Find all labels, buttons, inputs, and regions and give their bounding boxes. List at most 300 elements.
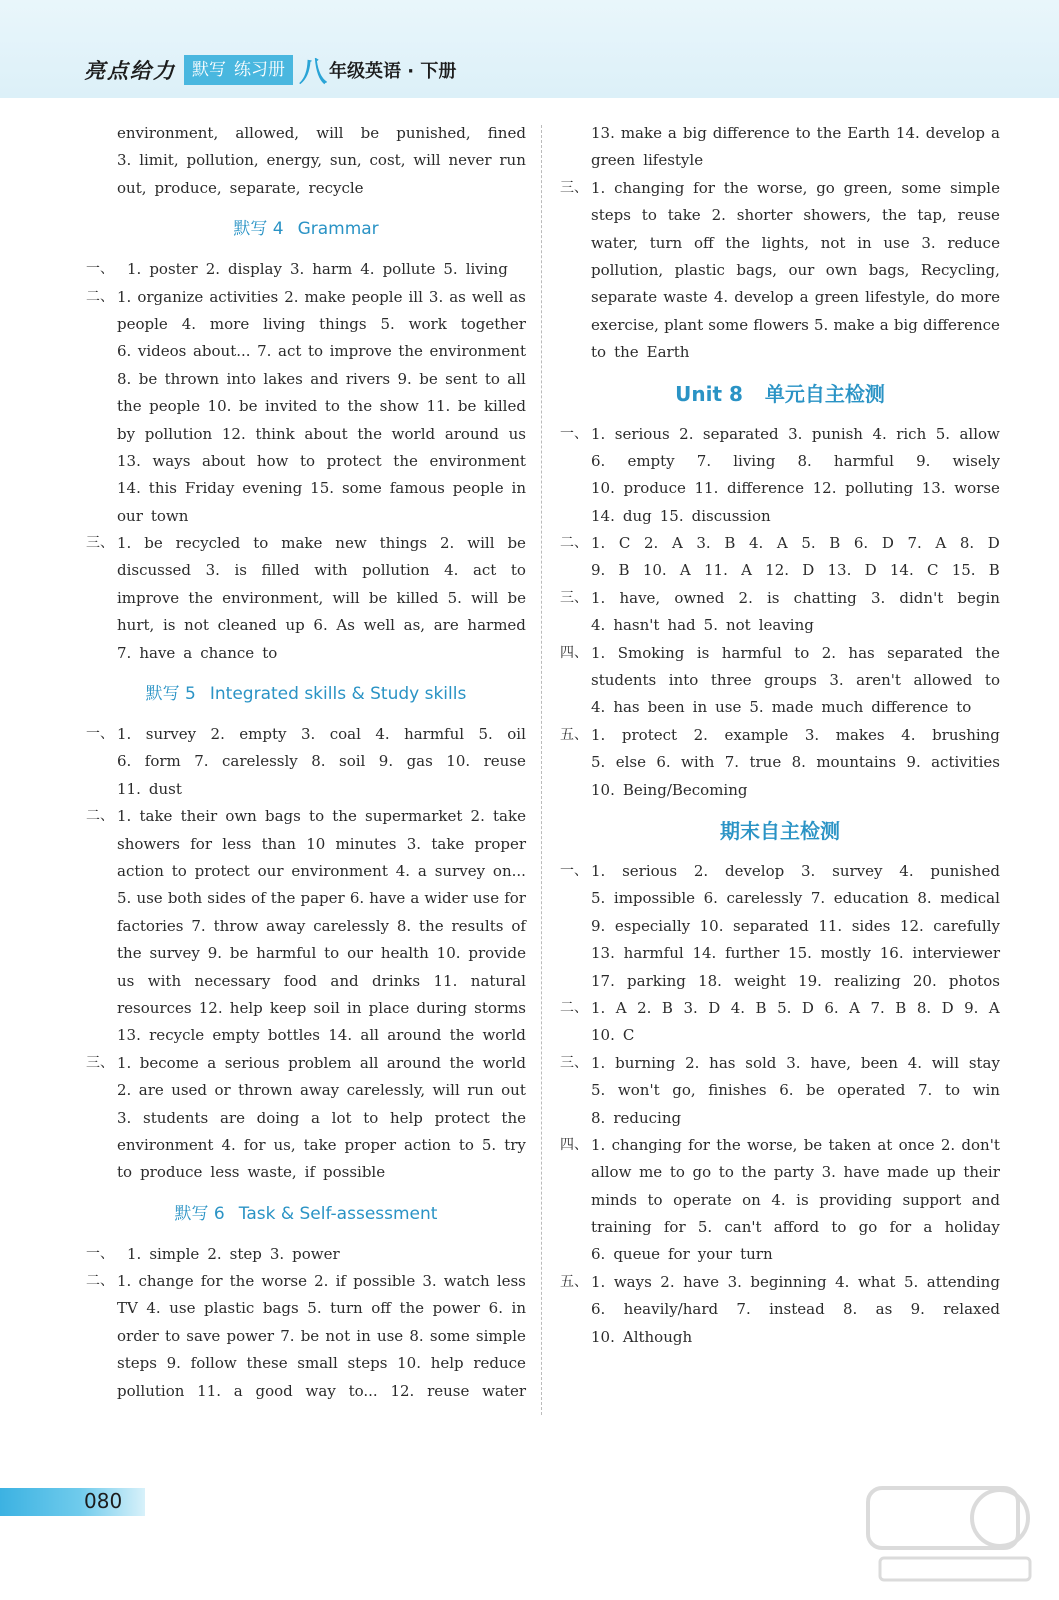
answer-word: A <box>671 534 683 553</box>
answer-line <box>86 284 526 311</box>
answer-word: about <box>201 451 246 470</box>
answer-word: 6. <box>591 451 606 470</box>
answer-line <box>86 175 526 202</box>
answer-text <box>117 885 526 912</box>
answer-word: reduce <box>947 233 1000 252</box>
answer-word: turn <box>740 1245 773 1264</box>
section-heading <box>86 667 526 721</box>
answer-word: 1. <box>591 1053 606 1072</box>
answer-word: B <box>988 561 1000 580</box>
answer-word: well <box>363 616 395 635</box>
answer-word: 14. <box>895 124 920 142</box>
question-group-marker: 一、 <box>86 726 114 743</box>
answer-word: to <box>324 944 340 963</box>
answer-word: carelessly <box>313 916 389 935</box>
answer-word: the <box>270 889 296 908</box>
answer-word: waste <box>663 288 708 307</box>
answer-line <box>86 1105 526 1132</box>
answer-line <box>86 147 526 174</box>
answer-word: 1. <box>591 725 606 744</box>
answer-word: operate <box>673 1190 732 1209</box>
answer-word: burning <box>615 1053 676 1072</box>
answer-word: a <box>207 1053 217 1072</box>
answer-line <box>86 612 526 639</box>
answer-word: produce <box>140 1163 203 1182</box>
answer-word: changing <box>614 178 685 197</box>
answer-word: think <box>255 424 295 443</box>
answer-word: 8. <box>797 451 812 470</box>
answer-word: 2. <box>660 1272 675 1291</box>
answer-word: have, <box>619 588 661 607</box>
answer-word: invited <box>265 397 318 416</box>
answer-line <box>86 503 526 530</box>
answer-word: the <box>332 807 357 826</box>
answer-word: poster <box>149 260 198 279</box>
answer-word: some <box>429 1326 470 1345</box>
answer-text <box>117 448 526 475</box>
answer-word: watch <box>443 1272 490 1291</box>
answer-word: dug <box>622 506 652 525</box>
answer-word: together <box>460 314 526 333</box>
answer-word: for <box>243 1135 266 1154</box>
answer-word: harmful <box>721 643 782 662</box>
answer-word: of <box>251 889 266 908</box>
answer-word: simple <box>475 1326 526 1345</box>
answer-word: filled <box>261 561 300 580</box>
answer-word: A <box>988 998 1000 1017</box>
answer-word: 3. <box>428 287 444 306</box>
answer-word: A <box>615 998 627 1017</box>
answer-word: 7. <box>696 451 712 470</box>
answer-word: factories <box>117 916 184 935</box>
answer-text <box>591 995 1000 1022</box>
answer-word: pollution <box>117 1381 185 1400</box>
answer-word: do <box>935 288 955 307</box>
answer-text <box>591 1105 1000 1132</box>
answer-word: 2. <box>284 287 299 306</box>
answer-word: attending <box>926 1272 1000 1291</box>
answer-word: in <box>347 998 362 1017</box>
answer-word: chance <box>200 643 255 662</box>
answer-word: in <box>857 233 872 252</box>
answer-word: TV <box>117 1299 138 1318</box>
answer-word: 2. <box>693 861 709 880</box>
answer-word: keep <box>269 998 307 1017</box>
answer-word: own <box>225 807 257 826</box>
answer-word: a <box>667 124 677 142</box>
answer-word: storms <box>474 998 526 1017</box>
answer-word: separated <box>887 643 963 662</box>
answer-word: coal <box>329 725 361 744</box>
answer-word: 14. <box>117 479 141 498</box>
answer-word: be <box>507 534 526 553</box>
answer-word: 13. <box>921 479 946 498</box>
answer-word: 1. <box>591 1272 606 1291</box>
answer-word: 10. <box>591 1327 615 1346</box>
answer-word: less <box>496 1272 526 1291</box>
answer-word: develop <box>734 288 794 307</box>
answer-word: 8. <box>917 889 932 908</box>
answer-word: 11. <box>197 1381 222 1400</box>
answer-word: to <box>262 643 278 662</box>
answer-word: 14. <box>328 1026 353 1045</box>
answer-text <box>591 1077 1000 1104</box>
answer-word: soil <box>313 998 340 1017</box>
answer-word: 8. <box>916 998 932 1017</box>
answer-text <box>591 777 1000 804</box>
answer-word: 6. <box>349 889 365 908</box>
answer-word: difference <box>871 698 949 717</box>
answer-word: 2. <box>738 588 753 607</box>
answer-word: 1. <box>591 998 606 1017</box>
answer-line <box>560 230 1000 257</box>
answer-word: 3. <box>289 260 305 279</box>
answer-word: ill <box>408 287 423 306</box>
answer-word: the <box>347 397 373 416</box>
answer-word: throw <box>213 916 259 935</box>
answer-word: away <box>299 1081 340 1100</box>
answer-text <box>117 284 526 311</box>
answer-text <box>591 1187 1000 1214</box>
answer-text <box>591 940 1000 967</box>
answer-word: 12. <box>221 424 246 443</box>
answer-word: action <box>403 1135 451 1154</box>
answer-word: evening <box>242 479 303 498</box>
answer-word: to <box>718 1163 734 1182</box>
answer-word: cost, <box>369 151 406 170</box>
answer-word: has <box>848 643 875 662</box>
answer-word: harmful <box>404 725 465 744</box>
answer-word: protect <box>194 861 250 880</box>
answer-word: discussion <box>691 506 771 525</box>
answer-word: worse, <box>757 178 808 197</box>
answer-word: discussed <box>117 561 192 580</box>
answer-word: a <box>417 861 427 880</box>
answer-word: green, <box>843 178 893 197</box>
answer-word: be <box>803 1135 823 1154</box>
answer-line <box>86 1159 526 1186</box>
answer-word: food <box>283 971 317 990</box>
answer-word: Earth <box>646 343 690 362</box>
answer-word: the <box>398 342 423 361</box>
answer-word: pollute <box>382 260 436 279</box>
answer-word: me <box>639 1163 663 1182</box>
answer-word: D <box>802 561 815 580</box>
answer-word: 18. <box>698 971 722 990</box>
answer-line <box>86 995 526 1022</box>
answer-word: ways <box>152 451 191 470</box>
answer-word: showers, <box>803 206 872 225</box>
answer-word: go <box>858 1218 878 1237</box>
answer-word: 2. <box>940 1135 956 1154</box>
answer-word: students <box>591 671 657 690</box>
answer-word: killed <box>483 397 526 416</box>
answer-word: use <box>376 1326 404 1345</box>
answer-word: protect <box>326 451 382 470</box>
answer-word: 7. <box>724 753 740 772</box>
answer-word: some <box>341 479 382 498</box>
answer-word: showers <box>117 834 180 853</box>
answer-word: 2. <box>637 998 652 1017</box>
answer-word: 3. <box>406 834 422 853</box>
answer-word: 3. <box>683 998 698 1017</box>
answer-word: to <box>647 1190 663 1209</box>
answer-word: the <box>816 124 842 142</box>
answer-word: away <box>266 916 306 935</box>
answer-word: to <box>253 534 269 553</box>
section-title: Task & Self-assessment <box>238 1203 438 1224</box>
answer-word: 7. <box>736 1300 751 1319</box>
answer-word: 6. <box>591 1300 606 1319</box>
answer-word: 9. <box>906 753 921 772</box>
answer-word: much <box>821 698 864 717</box>
answer-word: 6. <box>853 534 869 553</box>
column-divider <box>541 125 542 1415</box>
answer-word: true <box>749 753 782 772</box>
answer-word: protect <box>434 1108 490 1127</box>
answer-text <box>591 1324 1000 1351</box>
answer-line <box>86 338 526 365</box>
answer-word: power <box>432 1299 481 1318</box>
question-group-marker: 一、 <box>86 261 114 278</box>
answer-word: harm <box>312 260 353 279</box>
answer-word: Although <box>622 1327 693 1346</box>
header-title-row <box>84 54 456 86</box>
answer-word: 3. <box>117 151 132 170</box>
answer-word: killed <box>396 588 439 607</box>
answer-word: worse <box>954 479 1000 498</box>
answer-word: pollution <box>144 424 213 443</box>
answer-word: makes <box>835 725 885 744</box>
left-answer-column <box>86 120 526 1405</box>
answer-word: proper <box>474 834 526 853</box>
answer-word: survey <box>434 861 486 880</box>
answer-word: 11. <box>426 397 451 416</box>
answer-word: off <box>371 1299 391 1318</box>
answer-text <box>591 885 1000 912</box>
answer-word: make <box>833 315 875 334</box>
answer-word: punish <box>811 424 863 443</box>
answer-word: for <box>688 1135 710 1154</box>
question-group-marker: 三、 <box>86 535 114 552</box>
answer-word: and <box>971 1190 1000 1209</box>
answer-word: your <box>697 1245 733 1264</box>
answer-text <box>117 1105 526 1132</box>
answer-word: have <box>139 643 176 662</box>
answer-word: out, <box>117 178 147 197</box>
answer-word: and <box>330 971 359 990</box>
answer-word: 4. <box>146 1299 161 1318</box>
answer-word: 8. <box>843 1300 858 1319</box>
answer-word: polluting <box>845 479 914 498</box>
answer-word: allowed, <box>235 124 300 142</box>
answer-word: 8. <box>311 752 326 771</box>
answer-word: own <box>825 260 858 279</box>
section-title: Integrated skills & Study skills <box>209 684 467 705</box>
answer-word: 12. <box>812 479 837 498</box>
answer-word: a <box>799 288 809 307</box>
answer-word: 7. <box>810 889 826 908</box>
answer-word: made <box>771 698 814 717</box>
answer-word: to <box>591 343 607 362</box>
answer-line <box>560 1187 1000 1214</box>
answer-word: have <box>369 889 406 908</box>
answer-line <box>560 858 1000 885</box>
answer-word: D <box>987 534 1000 553</box>
answer-word: the <box>188 588 213 607</box>
answer-word: 10. <box>207 397 232 416</box>
answer-text <box>117 120 526 147</box>
answer-line <box>86 311 526 338</box>
answer-word: pollution <box>362 561 430 580</box>
answer-word: didn't <box>899 588 944 607</box>
question-group-marker: 二、 <box>560 535 588 552</box>
answer-word: tap, <box>917 206 947 225</box>
answer-word: punished, <box>396 124 471 142</box>
answer-word: 5. <box>478 725 493 744</box>
answer-line <box>560 694 1000 721</box>
answer-word: 3. <box>921 233 936 252</box>
answer-word: are <box>219 1108 245 1127</box>
answer-word: 3. <box>205 561 220 580</box>
answer-word: 14. <box>889 561 914 580</box>
answer-word: has <box>709 1053 736 1072</box>
answer-word: 1. <box>591 534 606 553</box>
answer-word: natural <box>470 971 526 990</box>
answer-word: into <box>226 369 256 388</box>
page-number-bar <box>0 1488 145 1516</box>
watermark-logo-icon <box>860 1478 1040 1588</box>
answer-word: become <box>139 1053 199 1072</box>
question-group-marker: 二、 <box>86 1273 114 1290</box>
answer-text <box>591 230 1000 257</box>
answer-word: 6. <box>824 998 839 1017</box>
answer-word: us <box>117 971 135 990</box>
answer-text <box>591 339 1000 366</box>
answer-word: doing <box>256 1108 300 1127</box>
answer-word: use <box>169 1299 196 1318</box>
answer-word: 7. <box>918 1081 933 1100</box>
answer-text <box>117 803 526 830</box>
answer-word: medical <box>940 889 1000 908</box>
answer-word: 9. <box>207 944 222 963</box>
answer-word: taken <box>828 1135 872 1154</box>
answer-word: be <box>507 588 526 607</box>
grade-number: 八 <box>299 55 328 88</box>
answer-word: the <box>881 206 907 225</box>
answer-word: 2. <box>711 206 726 225</box>
answer-text <box>591 612 1000 639</box>
answer-word: B <box>661 998 673 1017</box>
answer-word: take <box>667 206 701 225</box>
answer-word: waste, <box>247 1163 297 1182</box>
answer-text <box>117 366 526 393</box>
answer-word: 20. <box>912 971 937 990</box>
answer-word: B <box>618 561 630 580</box>
answer-word: small <box>297 1354 338 1373</box>
answer-word: 10. <box>436 944 461 963</box>
answer-word: 16. <box>879 944 904 963</box>
answer-text <box>117 557 526 584</box>
answer-text <box>117 421 526 448</box>
answer-word: 5. <box>591 753 606 772</box>
book-title: 年级英语 · 下册 <box>329 61 457 82</box>
answer-word: living <box>733 451 776 470</box>
answer-text <box>591 694 1000 721</box>
answer-word: power <box>292 1244 340 1263</box>
answer-line <box>560 968 1000 995</box>
answer-word: with <box>681 753 715 772</box>
answer-word: 1. <box>127 260 142 279</box>
answer-word: to <box>299 451 315 470</box>
answer-text <box>117 1323 526 1350</box>
answer-word: Smoking <box>617 643 685 662</box>
answer-word: will <box>931 1053 960 1072</box>
answer-word: serious <box>622 861 678 880</box>
answer-word: reuse <box>427 1381 470 1400</box>
answer-word: finishes <box>708 1081 767 1100</box>
answer-word: 12. <box>390 1381 415 1400</box>
answer-text <box>117 338 526 365</box>
answer-text <box>591 120 1000 147</box>
answer-word: had <box>667 616 696 635</box>
answer-word: 3. <box>804 725 820 744</box>
answer-word: 1. <box>117 287 132 306</box>
answer-word: 1. <box>117 725 132 744</box>
answer-word: 4. <box>713 288 729 307</box>
answer-word: people <box>149 397 200 416</box>
answer-word: around <box>386 1053 441 1072</box>
answer-word: people <box>117 314 168 333</box>
answer-word: 3. <box>727 1272 742 1291</box>
answer-word: the <box>229 1272 255 1291</box>
answer-word: lot <box>331 1108 352 1127</box>
answer-word: pollution, <box>186 151 259 170</box>
answer-line <box>86 1132 526 1159</box>
answer-word: famous <box>389 479 445 498</box>
answer-word: good <box>255 1381 293 1400</box>
answer-word: to <box>171 861 187 880</box>
answer-line <box>86 585 526 612</box>
answer-text <box>591 1132 1000 1159</box>
answer-word: 5. <box>801 534 816 553</box>
answer-word: in <box>511 1299 526 1318</box>
answer-word: 9. <box>591 561 606 580</box>
answer-word: is <box>234 561 247 580</box>
series-tag-part-2: 练习册 <box>234 60 285 80</box>
answer-word: 5. <box>749 698 764 717</box>
answer-word: minutes <box>335 834 397 853</box>
answer-word: about <box>304 424 348 443</box>
answer-word: in <box>356 1326 371 1345</box>
answer-word: our <box>257 861 284 880</box>
brand-name: 亮点给力 <box>84 59 176 83</box>
answer-word: 3. <box>269 1244 285 1263</box>
answer-word: environment, <box>117 124 219 142</box>
answer-text <box>117 1378 526 1405</box>
answer-line <box>86 1350 526 1377</box>
answer-word: especially <box>614 916 691 935</box>
answer-word: is <box>696 643 710 662</box>
answer-word: leaving <box>758 616 814 635</box>
answer-word: 13. <box>827 561 852 580</box>
answer-word: impossible <box>613 889 696 908</box>
answer-word: 6. <box>117 752 132 771</box>
answer-line <box>560 1159 1000 1186</box>
answer-word: allow <box>959 424 1000 443</box>
answer-word: harmful <box>256 944 317 963</box>
answer-line <box>560 284 1000 311</box>
